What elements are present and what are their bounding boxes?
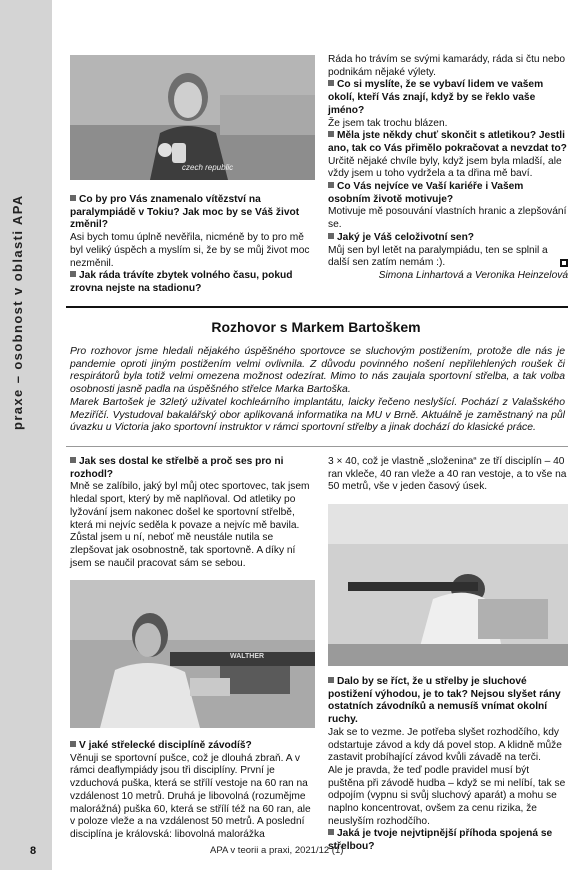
answer: Můj sen byl letět na paralympiádu, ten se splnil a další sen zatím nemám :). bbox=[328, 245, 568, 270]
bullet-square-icon bbox=[328, 829, 334, 835]
question: Jak ses dostal ke střelbě a proč ses pro ni rozhodl? bbox=[70, 456, 284, 480]
bullet-square-icon bbox=[70, 457, 76, 463]
top-left-column bbox=[70, 194, 315, 296]
journal-footer: APA v teorii a praxi, 2021/12 (1) bbox=[210, 845, 344, 856]
signature: Simona Linhartová a Veronika Heinzelová bbox=[378, 269, 568, 281]
section-divider bbox=[66, 306, 568, 308]
sidebar-label: praxe – osobnost v oblasti APA bbox=[10, 194, 25, 430]
bullet-square-icon bbox=[70, 741, 76, 747]
question: Měla jste někdy chuť skončit s atletikou? Jestli ano, tak co Vás přimělo pokračovat a nevzdat to? bbox=[328, 130, 567, 154]
answer: Motivuje mě posouvání vlastních hranic a zlepšování se. bbox=[328, 206, 567, 231]
answer: Věnuji se sportovní pušce, což je dlouhá zbraň. A v rámci deaflympiády jsou tři disciplíny. První je vzduchová puška, která se střílí vestoje na 60 ran na vzdálenost 10 metrů. Druhá je libovolná (rozumějme malorážná) puška 60, která se střílí též na 60 ran, ale v poloze vleže a na vzdálenost 50 metrů. A poslední disciplína je královská: libovolná malorážka bbox=[70, 752, 311, 840]
answer: 3 × 40, což je vlastně „složenina“ ze tří disciplín – 40 ran vkleče, 40 ran vleže a 40 ran vestoje, a to vše na 50 metrů, vše v jeden časový úsek. bbox=[328, 456, 567, 493]
bullet-square-icon bbox=[328, 677, 334, 683]
question: Dalo by se říct, že u střelby je sluchové postižení výhodou, je to tak? Nejsou slyšet rány ostatních závodníků a nemusíš vnímat okolní ruchy. bbox=[328, 676, 561, 726]
answer: Ale je pravda, že teď podle pravidel musí být puštěna při závodě hudba – když se mi nelíbí, tak se odpojím (vypnu si svůj sluchový aparát) a mohu se naplno koncentrovat, ovšem za cenu rizika, že neuslyším rozhodčího. bbox=[328, 764, 566, 827]
athlete-photo-graphic bbox=[70, 55, 315, 180]
answer: Určitě nějaké chvíle byly, když jsem byla mladší, ale vždy jsem u toho vydržela a ta dřina mě baví. bbox=[328, 155, 562, 180]
bullet-square-icon bbox=[70, 195, 76, 201]
end-of-article-icon bbox=[560, 259, 568, 267]
answer: Ráda ho trávím se svými kamarády, ráda si čtu nebo podnikám nějaké výlety. bbox=[328, 54, 566, 78]
answer: Mně se zalíbilo, jaký byl můj otec sportovec, tak jsem hledal sport, který by mě naplňoval. Od atletiky po lyžování jsem nakonec došel ke sportovní střelbě, která mi nejvíc seděla k povaze a nejvíc mě bavila. Zůstal jsem u ní, neboť mě neustále nutila se zlepšovat jak osobnostně, tak sportovně. A díky ní jsem se naučil pracovat sám se sebou. bbox=[70, 481, 310, 569]
article-intro bbox=[70, 346, 565, 435]
bottom-left-top-column bbox=[70, 456, 315, 570]
question: Jaká je tvoje nejvtipnější příhoda spojená se střelbou? bbox=[328, 828, 553, 853]
bottom-right-bottom-column bbox=[328, 676, 568, 854]
bullet-square-icon bbox=[328, 182, 334, 188]
prone-shooter-photo-graphic bbox=[328, 504, 568, 666]
question: Co Vás nejvíce ve Vaší kariéře i Vašem osobním životě motivuje? bbox=[328, 181, 524, 205]
top-right-column bbox=[328, 54, 568, 283]
shooter-photo bbox=[70, 580, 315, 728]
intro-divider bbox=[66, 446, 568, 447]
shooter-photo-graphic bbox=[70, 580, 315, 728]
bullet-square-icon bbox=[328, 131, 334, 137]
bottom-left-bottom-column bbox=[70, 740, 315, 842]
athlete-photo bbox=[70, 55, 315, 180]
intro-paragraph: Pro rozhovor jsme hledali nějakého úspěšného sportovce se sluchovým postižením, protože dle nás je pandemie oproti jiným postižením velmi ovlivnila. Z důvodu povinného nošení nepřilehlených roušek či respirátorů byla totiž velmi omezena možnost odezírat. Mimo to nás zaujala sportovní střelba, a tak volba osobnosti jasně padla na úspěšného střelce Marka Bartoška. bbox=[70, 346, 565, 396]
bottom-right-top-column bbox=[328, 456, 568, 494]
question: Jaký je Váš celoživotní sen? bbox=[328, 232, 568, 245]
bullet-square-icon bbox=[328, 80, 334, 86]
bullet-square-icon bbox=[328, 233, 334, 239]
photo-caption: czech republic bbox=[182, 163, 234, 172]
prone-shooter-photo bbox=[328, 504, 568, 666]
sidebar bbox=[0, 0, 52, 870]
question: Co by pro Vás znamenalo vítězství na paralympiádě v Tokiu? Jak moc by se Váš život změnil? bbox=[70, 194, 300, 231]
photo-caption: WALTHER bbox=[230, 653, 265, 660]
answer: Asi bych tomu úplně nevěřila, nicméně by to pro mě byl veliký úspěch a myslím si, že by se můj život moc nezměnil. bbox=[70, 232, 310, 269]
question: Co si myslíte, že se vybaví lidem ve vašem okolí, kteří Vás znají, když by se řeklo vaše jméno? bbox=[328, 79, 544, 116]
question: V jaké střelecké disciplíně závodíš? bbox=[70, 740, 315, 753]
answer: Že jsem tak trochu blázen. bbox=[328, 117, 448, 129]
page-number: 8 bbox=[30, 845, 37, 857]
answer: Jak se to vezme. Je potřeba slyšet rozhodčího, kdy odstartuje závod a kdy dá povel stop. A klidně může zastavit probíhající závod kvůli závadě na terči. bbox=[328, 726, 562, 764]
question: Jak ráda trávíte zbytek volného času, pokud zrovna nejste na stadionu? bbox=[70, 270, 293, 294]
intro-paragraph: Marek Bartošek je 32letý uživatel kochleárního implantátu, laicky řečeno neslyšící. Pochází z Valašského Meziříčí. Vystudoval bakalářský obor aplikovaná informatika na MU v Brně. Aktuálně je zaměstnaný na půl úvazku u Victoria jako sportovní instruktor v rámci sportovní střelby a jinak dochází do klasické práce. bbox=[70, 396, 565, 434]
bullet-square-icon bbox=[70, 271, 76, 277]
article-title: Rozhovor s Markem Bartoškem bbox=[211, 319, 421, 335]
